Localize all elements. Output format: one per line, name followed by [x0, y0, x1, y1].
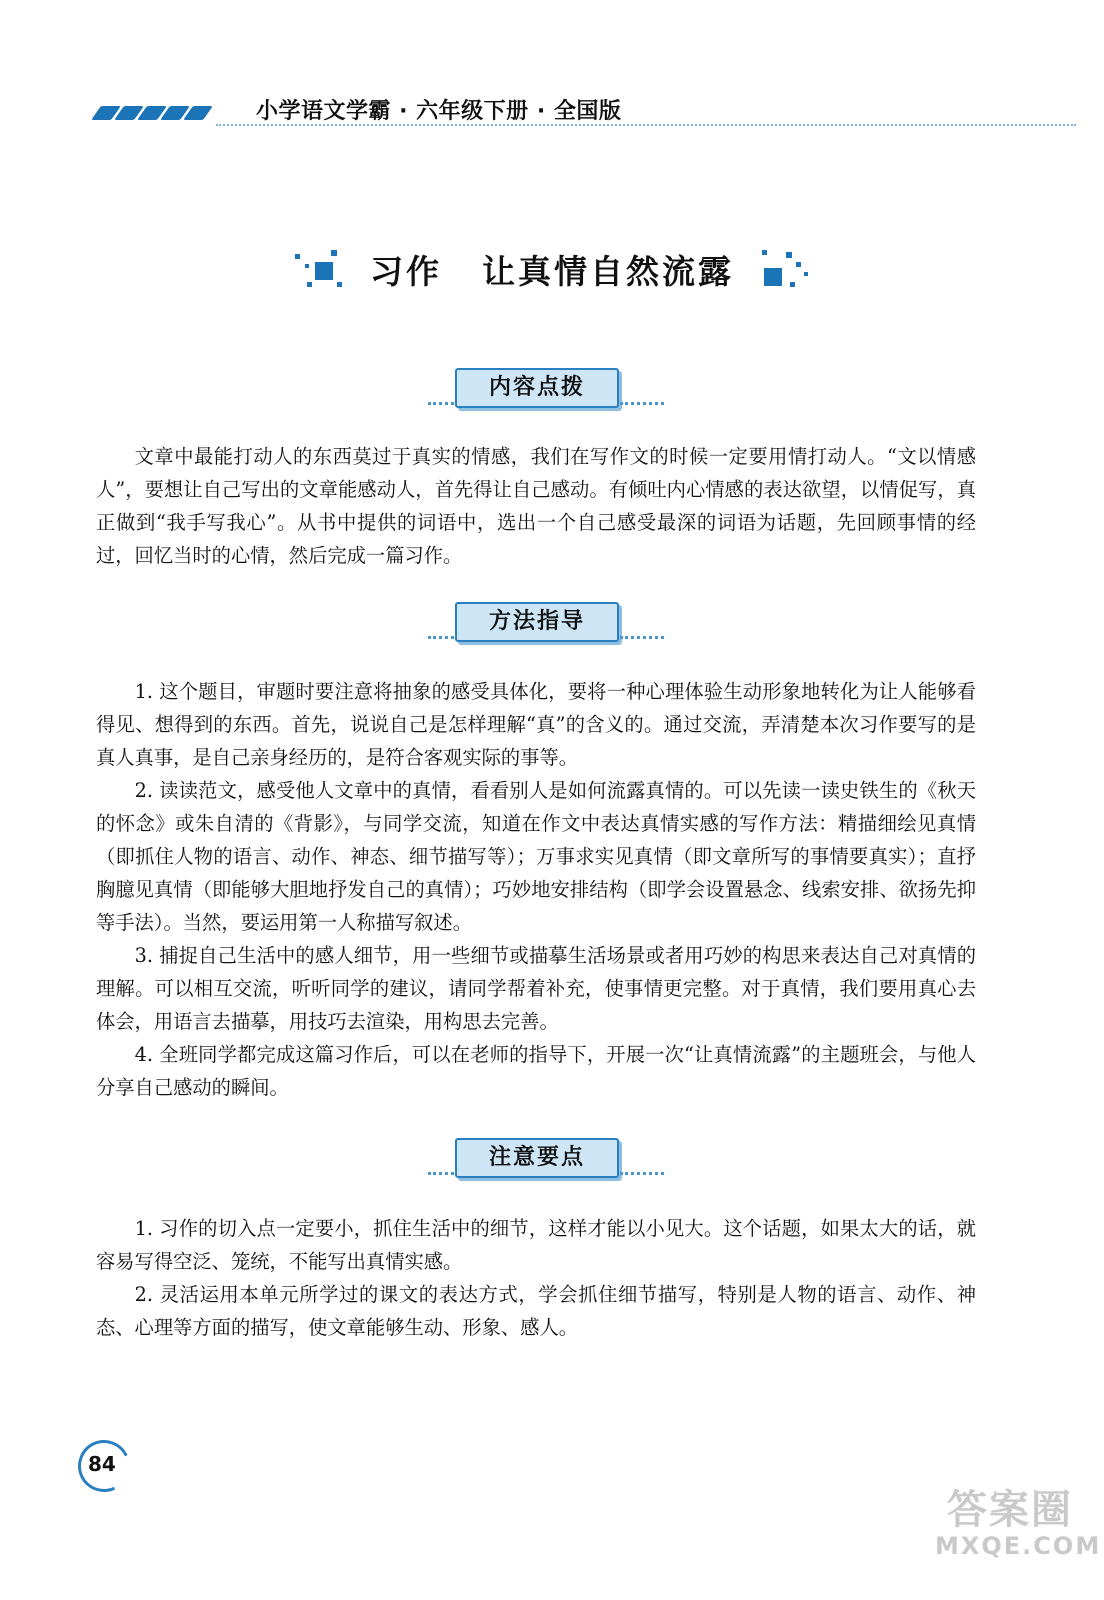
- list-item: 2. 灵活运用本单元所学过的课文的表达方式，学会抓住细节描写，特别是人物的语言、动作、神态、心理等方面的描写，使文章能够生动、形象、感人。: [96, 1283, 976, 1339]
- watermark-logo-text: 答案圈: [947, 1487, 1073, 1533]
- header-divider: [216, 124, 1076, 126]
- title-part-1: 习作: [370, 252, 442, 291]
- watermark: [935, 1487, 1102, 1560]
- list-item: 3. 捕捉自己生活中的感人细节，用一些细节或描摹生活场景或者用巧妙的构思来表达自己对真情的理解。可以相互交流，听听同学的建议，请同学帮着补充，使事情更完整。对于真情，我们要用真心去体会，用语言去描摹，用技巧去渲染，用构思去完善。: [96, 944, 976, 1033]
- section-heading-content: [0, 364, 1104, 412]
- section-heading-label: 注意要点: [455, 1138, 619, 1178]
- section-heading-method: [0, 598, 1104, 646]
- list-item: 1. 习作的切入点一定要小，抓住生活中的细节，这样才能以小见大。这个话题，如果太大的话，就容易写得空泛、笼统，不能写出真情实感。: [96, 1217, 976, 1273]
- chapter-title: [0, 246, 1104, 293]
- watermark-url: MXQE.COM: [935, 1532, 1102, 1560]
- list-item: 2. 读读范文，感受他人文章中的真情，看看别人是如何流露真情的。可以先读一读史铁生的《秋天的怀念》或朱自清的《背影》，与同学交流，知道在作文中表达真情实感的写作方法：精描细绘见真情（即抓住人物的语言、动作、神态、细节描写等）；万事求实见真情（即文章所写的事情要真实）；直抒胸臆见真情（即能够大胆地抒发自己的真情）；巧妙地安排结构（即学会设置悬念、线索安排、欲扬先抑等手法）。当然，要运用第一人称描写叙述。: [96, 779, 976, 934]
- running-header: [96, 98, 996, 128]
- section-heading-label: 方法指导: [455, 602, 619, 642]
- list-item: 4. 全班同学都完成这篇习作后，可以在老师的指导下，开展一次“让真情流露”的主题班会，与他人分享自己感动的瞬间。: [96, 1043, 976, 1099]
- title-decoration-right-icon: [760, 248, 812, 292]
- section-heading-label: 内容点拨: [455, 368, 619, 408]
- title-decoration-left-icon: [293, 248, 345, 292]
- section-heading-keypoints: [0, 1134, 1104, 1182]
- list-item: 1. 这个题目，审题时要注意将抽象的感受具体化，要将一种心理体验生动形象地转化为让人能够看得见、想得到的东西。首先，说说自己是怎样理解“真”的含义的。通过交流，弄清楚本次习作要写的是真人真事，是自己亲身经历的，是符合客观实际的事等。: [96, 680, 976, 769]
- section-paragraph: 文章中最能打动人的东西莫过于真实的情感，我们在写作文的时候一定要用情打动人。“文以情感人”，要想让自己写出的文章能感动人，首先得让自己感动。有倾吐内心情感的表达欲望，以情促写，真正做到“我手写我心”。从书中提供的词语中，选出一个自己感受最深的词语为话题，先回顾事情的经过，回忆当时的心情，然后完成一篇习作。: [96, 445, 976, 567]
- header-stripes-decoration: [96, 106, 208, 120]
- book-title: 小学语文学霸 · 六年级下册 · 全国版: [256, 99, 622, 124]
- title-part-2: 让真情自然流露: [482, 252, 734, 291]
- page-number: 84: [88, 1452, 116, 1476]
